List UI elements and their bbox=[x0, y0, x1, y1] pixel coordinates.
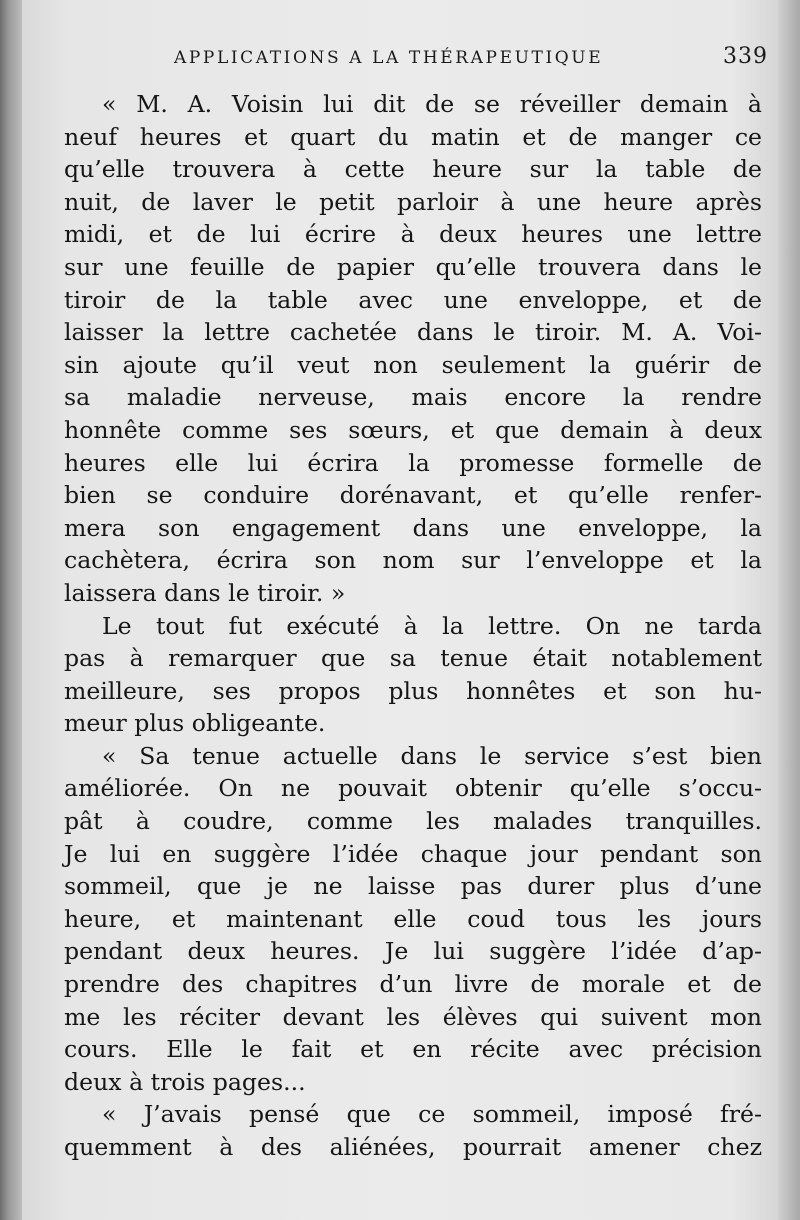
text-line: cours. Elle le fait et en récite avec précision bbox=[64, 1035, 762, 1064]
text-line: pendant deux heures. Je lui suggère l’idée d’ap- bbox=[64, 937, 762, 966]
text-line: me les réciter devant les élèves qui suivent mon bbox=[64, 1002, 762, 1031]
text-line: sommeil, que je ne laisse pas durer plus d’une bbox=[64, 872, 762, 901]
text-line: « M. A. Voisin lui dit de se réveiller demain à bbox=[102, 90, 762, 118]
text-line: honnête comme ses sœurs, et que demain à deux bbox=[64, 415, 762, 444]
text-line: Je lui en suggère l’idée chaque jour pendant son bbox=[64, 839, 762, 868]
text-line: « Sa tenue actuelle dans le service s’est bien bbox=[102, 741, 762, 770]
text-line: heures elle lui écrira la promesse formelle de bbox=[64, 448, 762, 477]
text-line: deux à trois pages... bbox=[64, 1067, 306, 1096]
text-line: qu’elle trouvera à cette heure sur la table de bbox=[64, 155, 762, 184]
text-line: laisser la lettre cachetée dans le tiroir. M. A. Voi- bbox=[64, 318, 762, 347]
text-line: sin ajoute qu’il veut non seulement la guérir de bbox=[64, 350, 762, 379]
page-gutter-shadow bbox=[0, 0, 22, 1220]
text-line: pât à coudre, comme les malades tranquilles. bbox=[64, 807, 762, 836]
text-line: meur plus obligeante. bbox=[64, 709, 326, 738]
text-line: Le tout fut exécuté à la lettre. On ne tarda bbox=[102, 611, 762, 640]
text-line: mera son engagement dans une enveloppe, la bbox=[64, 513, 762, 542]
text-line: sa maladie nerveuse, mais encore la rendre bbox=[64, 383, 762, 412]
text-line: prendre des chapitres d’un livre de morale et de bbox=[64, 970, 762, 999]
text-line: neuf heures et quart du matin et de manger ce bbox=[64, 122, 762, 151]
page-number: 339 bbox=[723, 44, 768, 69]
page-edge-shadow bbox=[778, 0, 800, 1220]
text-line: meilleure, ses propos plus honnêtes et son hu- bbox=[64, 676, 762, 705]
book-page bbox=[22, 0, 778, 1220]
text-line: laissera dans le tiroir. » bbox=[64, 578, 346, 607]
running-title: APPLICATIONS A LA THÉRAPEUTIQUE bbox=[174, 48, 604, 68]
text-line: améliorée. On ne pouvait obtenir qu’elle s’occu- bbox=[64, 774, 762, 803]
body-text bbox=[64, 88, 762, 1164]
text-line: heure, et maintenant elle coud tous les jours bbox=[64, 904, 762, 933]
text-line: nuit, de laver le petit parloir à une heure après bbox=[64, 187, 762, 216]
text-line: bien se conduire dorénavant, et qu’elle renfer- bbox=[64, 481, 762, 510]
text-line: « J’avais pensé que ce sommeil, imposé fré- bbox=[102, 1100, 762, 1129]
text-line: sur une feuille de papier qu’elle trouvera dans le bbox=[64, 252, 762, 281]
text-line: midi, et de lui écrire à deux heures une lettre bbox=[64, 220, 762, 249]
page-header bbox=[22, 44, 778, 74]
text-line: quemment à des aliénées, pourrait amener chez bbox=[64, 1133, 762, 1161]
text-line: tiroir de la table avec une enveloppe, et de bbox=[64, 285, 762, 314]
text-line: cachètera, écrira son nom sur l’enveloppe et la bbox=[64, 546, 762, 575]
text-line: pas à remarquer que sa tenue était notablement bbox=[64, 644, 762, 673]
